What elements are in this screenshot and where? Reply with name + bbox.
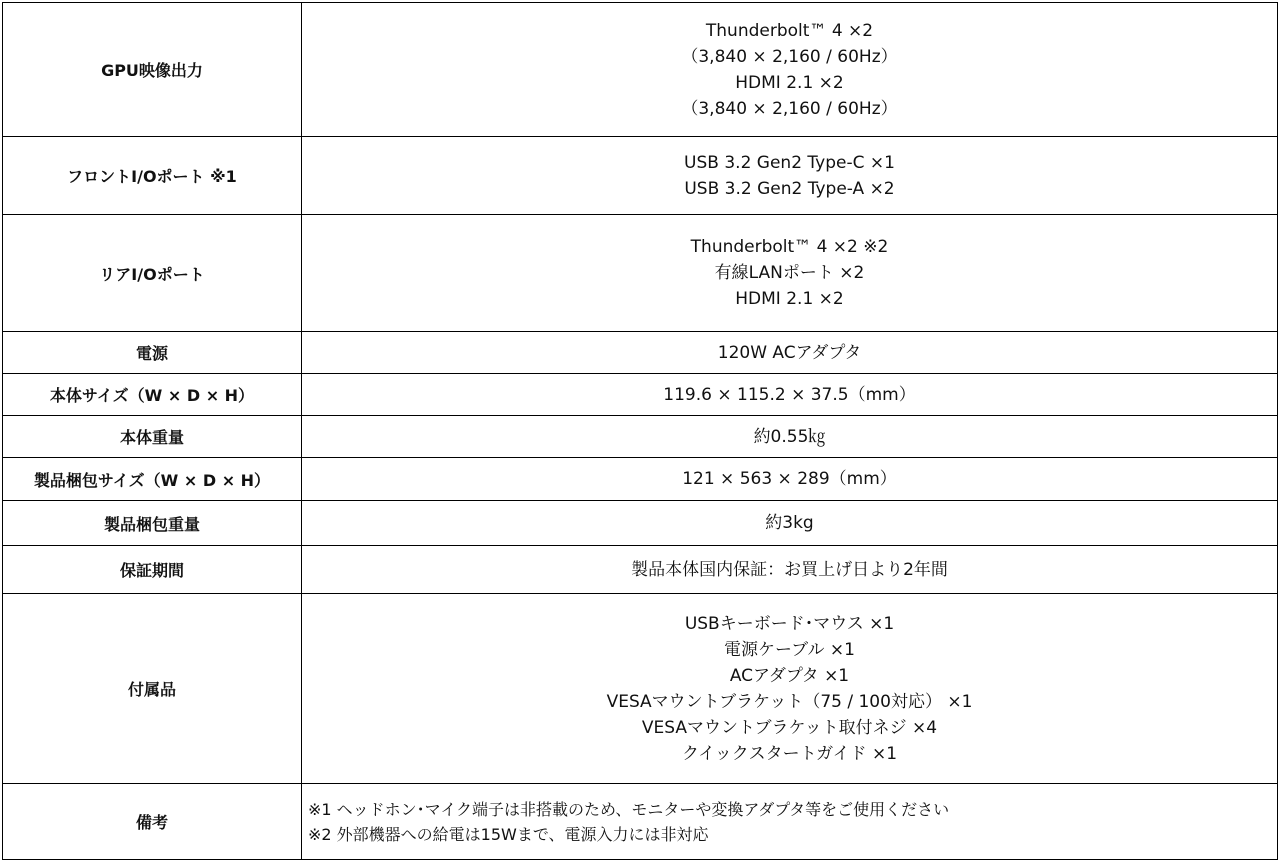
spec-row-notes	[3, 784, 1278, 860]
value-line: ※2 外部機器への給電は15Wまで、電源入力には非対応	[308, 824, 709, 844]
spec-row-package-weight	[3, 501, 1278, 546]
spec-row-package-size	[3, 458, 1278, 501]
value-line: ACアダプタ ×1	[729, 665, 850, 686]
value-line: Thunderbolt™ 4 ×2 ※2	[690, 237, 889, 257]
row-value	[302, 594, 1278, 784]
row-label: 本体サイズ（W × D × H）	[3, 374, 302, 416]
row-value	[302, 784, 1278, 860]
value-line: クイックスタートガイド ×1	[681, 743, 898, 764]
row-label: 電源	[3, 332, 302, 374]
value-line: 120W ACアダプタ	[717, 342, 862, 363]
value-line: USBキーボード･マウス ×1	[684, 613, 895, 634]
spec-row-front-io	[3, 137, 1278, 215]
value-line: USB 3.2 Gen2 Type-A ×2	[684, 178, 895, 199]
value-line: 製品本体国内保証：お買上げ日より2年間	[631, 559, 948, 580]
value-line: ※1 ヘッドホン･マイク端子は非搭載のため、モニターや変換アダプタ等をご使用ください	[308, 799, 950, 819]
spec-row-power	[3, 332, 1278, 374]
spec-row-gpu-output	[3, 3, 1278, 137]
row-label: GPU映像出力	[3, 3, 302, 137]
spec-row-body-size	[3, 374, 1278, 416]
row-value	[302, 215, 1278, 332]
spec-table	[2, 2, 1278, 860]
row-label: 保証期間	[3, 546, 302, 594]
row-value	[302, 458, 1278, 501]
value-line: Thunderbolt™ 4 ×2	[705, 20, 874, 41]
value-line: VESAマウントブラケット取付ネジ ×4	[641, 717, 938, 738]
spec-row-accessories	[3, 594, 1278, 784]
row-value	[302, 546, 1278, 594]
row-label: フロントI/Oポート ※1	[3, 137, 302, 215]
row-label: 製品梱包サイズ（W × D × H）	[3, 458, 302, 501]
value-line: （3,840 × 2,160 / 60Hz）	[681, 98, 898, 119]
row-value	[302, 501, 1278, 546]
value-line: 電源ケーブル ×1	[724, 639, 855, 660]
value-line: HDMI 2.1 ×2	[735, 289, 844, 309]
value-line: 約0.55㎏	[753, 426, 826, 447]
row-value	[302, 374, 1278, 416]
value-line: USB 3.2 Gen2 Type-C ×1	[684, 152, 895, 173]
spec-row-body-weight	[3, 416, 1278, 458]
row-value	[302, 332, 1278, 374]
row-value	[302, 137, 1278, 215]
row-label: 付属品	[3, 594, 302, 784]
value-line: （3,840 × 2,160 / 60Hz）	[681, 46, 898, 67]
value-line: HDMI 2.1 ×2	[735, 72, 844, 93]
value-line: VESAマウントブラケット（75 / 100対応） ×1	[606, 691, 973, 712]
value-line: 121 × 563 × 289（mm）	[682, 469, 897, 489]
value-line: 119.6 × 115.2 × 37.5（mm）	[663, 384, 916, 405]
spec-row-rear-io	[3, 215, 1278, 332]
row-label: リアI/Oポート	[3, 215, 302, 332]
spec-row-warranty	[3, 546, 1278, 594]
row-label: 本体重量	[3, 416, 302, 458]
row-label: 備考	[3, 784, 302, 860]
value-line: 有線LANポート ×2	[714, 263, 865, 283]
row-label: 製品梱包重量	[3, 501, 302, 546]
value-line: 約3kg	[765, 513, 814, 533]
row-value	[302, 416, 1278, 458]
row-value	[302, 3, 1278, 137]
